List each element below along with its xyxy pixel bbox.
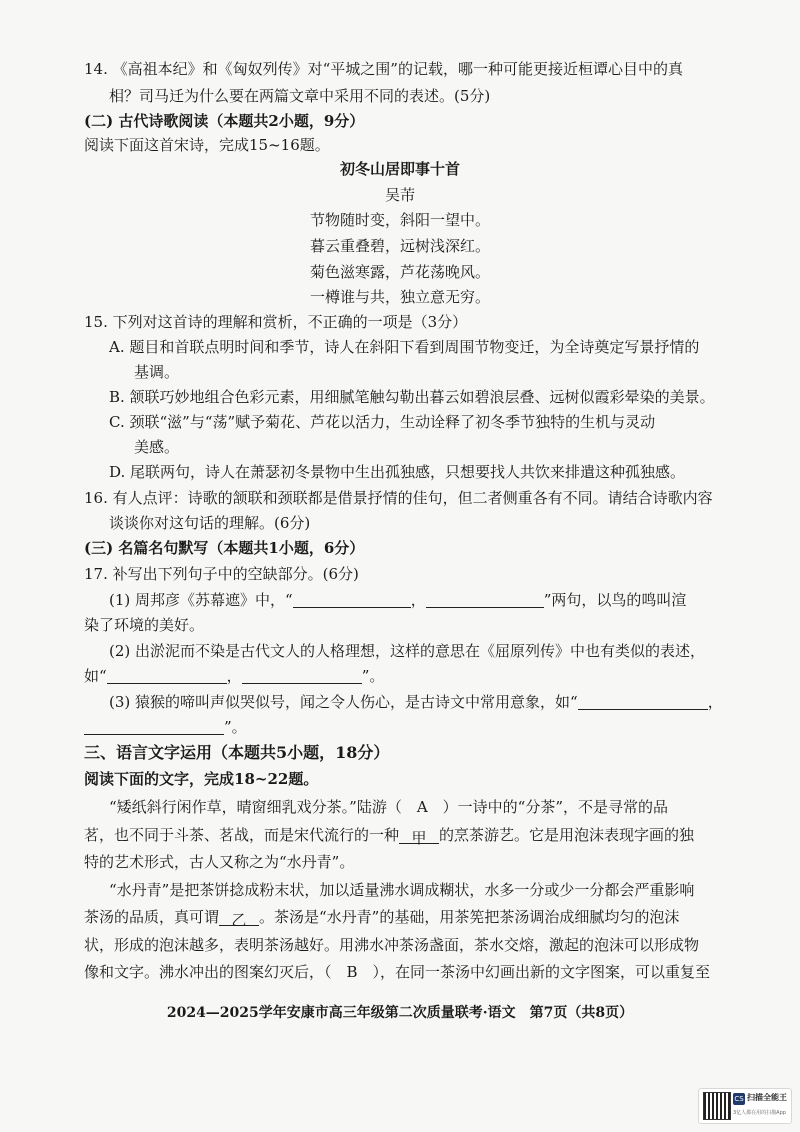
q17-item3-tail: ”。 <box>224 718 247 736</box>
q17-item1-cont: 染了环境的美好。 <box>84 616 205 634</box>
q16-line2: 谈谈你对这句话的理解。(6分) <box>109 514 311 532</box>
section2-heading: (二) 古代诗歌阅读（本题共2小题，9分） <box>84 112 365 130</box>
q17-item2-sep: ， <box>226 667 242 685</box>
section2-intro: 阅读下面这首宋诗，完成15~16题。 <box>84 136 330 154</box>
q15-option-d: D. 尾联两句，诗人在萧瑟初冬景物中生出孤独感，只想要找人共饮来排遣这种孤独感。 <box>109 463 686 481</box>
q15-option-b: B. 颔联巧妙地组合色彩元素，用细腻笔触勾勒出暮云如碧浪层叠、远树似霞彩晕染的美景。 <box>109 388 715 406</box>
q17-item1-sep: ， <box>410 591 426 609</box>
q17-item2-text: 如“ <box>84 667 107 685</box>
q17-item2-tail: ”。 <box>361 667 385 685</box>
q17-item2-cont <box>84 665 384 687</box>
passage-line: “水丹青”是把茶饼捻成粉末状，加以适量沸水调成糊状，水多一分或少一分都会严重影响 <box>109 881 695 899</box>
cs-logo-icon: CS <box>734 1095 744 1103</box>
passage-line: 状，形成的泡沫越多，表明茶汤越好。用沸水冲茶汤盏面，茶水交熔，激起的泡沫可以形成物 <box>84 936 700 954</box>
q17-item1 <box>109 589 686 611</box>
q16-line1: 16. 有人点评：诗歌的颔联和颈联都是借景抒情的佳句，但二者侧重各有不同。请结合诗歌内容 <box>84 489 713 507</box>
q17-stem: 17. 补写出下列句子中的空缺部分。(6分) <box>84 565 359 583</box>
passage-line: 特的艺术形式，古人又称之为“水丹青”。 <box>84 853 355 871</box>
answer-blank[interactable] <box>242 667 362 684</box>
q17-item3-sep: ， <box>707 693 723 711</box>
qr-code-icon <box>703 1092 731 1120</box>
passage-line <box>84 824 694 846</box>
answer-blank[interactable] <box>426 591 544 608</box>
poem-line: 一樽谁与共，独立意无穷。 <box>309 288 490 306</box>
q17-item1-text: (1) 周邦彦《苏幕遮》中，“ <box>109 591 293 609</box>
answer-blank[interactable] <box>578 693 708 710</box>
answer-blank[interactable] <box>84 718 224 735</box>
passage-blank-jia: 甲 <box>399 827 439 844</box>
part3-intro: 阅读下面的文字，完成18~22题。 <box>84 770 319 788</box>
passage-line <box>84 906 679 928</box>
q14-line1: 14. 《高祖本纪》和《匈奴列传》对“平城之围”的记载，哪一种可能更接近桓谭心目中的真 <box>84 60 683 78</box>
scanner-app-tagline: 3亿人都在用的扫描App <box>733 1110 786 1116</box>
q17-item3 <box>109 691 723 713</box>
passage-text: 茶汤的品质，真可谓 <box>84 908 220 926</box>
q17-item2: (2) 出淤泥而不染是古代文人的人格理想，这样的意思在《屈原列传》中也有类似的表述， <box>109 642 706 660</box>
passage-line: 像和文字。沸水冲出的图案幻灭后，（ B ），在同一茶汤中幻画出新的文字图案，可以重复至 <box>84 963 711 981</box>
q15-option-a-cont: 基调。 <box>134 363 180 381</box>
poem-line: 暮云重叠碧，远树浅深红。 <box>309 237 490 255</box>
q15-option-c-cont: 美感。 <box>134 438 180 456</box>
answer-blank[interactable] <box>293 591 411 608</box>
scanner-app-name: 扫描全能王 <box>747 1093 787 1102</box>
passage-line: “矮纸斜行闲作草，晴窗细乳戏分茶。”陆游（ A ）一诗中的“分茶”，不是寻常的品 <box>109 798 669 816</box>
page-footer: 2024—2025学年安康市高三年级第二次质量联考·语文 第7页（共8页） <box>166 1005 634 1021</box>
q15-option-c: C. 颈联“滋”与“荡”赋予菊花、芦花以活力，生动诠释了初冬季节独特的生机与灵动 <box>109 413 656 431</box>
passage-text: 。茶汤是“水丹青”的基础，用茶筅把茶汤调治成细腻均匀的泡沫 <box>259 908 680 926</box>
q15-option-a: A. 题目和首联点明时间和季节，诗人在斜阳下看到周围节物变迁，为全诗奠定写景抒情的 <box>109 338 700 356</box>
q14-line2: 相？司马迁为什么要在两篇文章中采用不同的表述。(5分) <box>109 87 491 105</box>
passage-blank-yi: 乙 <box>219 909 259 926</box>
poem-title: 初冬山居即事十首 <box>339 160 460 178</box>
q17-item3-cont <box>84 716 247 738</box>
poem-author: 吴芾 <box>384 186 415 204</box>
passage-text: 的烹茶游艺。它是用泡沫表现字画的独 <box>439 826 695 844</box>
poem-line: 菊色滋寒露，芦花荡晚风。 <box>309 263 490 281</box>
passage-text: 茗，也不同于斗茶、茗战，而是宋代流行的一种 <box>84 826 400 844</box>
q17-item3-text: (3) 猿猴的啼叫声似哭似号，闻之令人伤心，是古诗文中常用意象，如“ <box>109 693 578 711</box>
q15-stem: 15. 下列对这首诗的理解和赏析，不正确的一项是（3分） <box>84 313 468 331</box>
part3-heading: 三、语言文字运用（本题共5小题，18分） <box>84 743 390 762</box>
scanner-watermark <box>698 1088 792 1124</box>
poem-line: 节物随时变，斜阳一望中。 <box>309 211 490 229</box>
q17-item1-tail: ”两句，以鸟的鸣叫渲 <box>543 591 687 609</box>
answer-blank[interactable] <box>107 667 227 684</box>
section3-heading: (三) 名篇名句默写（本题共1小题，6分） <box>84 539 365 557</box>
